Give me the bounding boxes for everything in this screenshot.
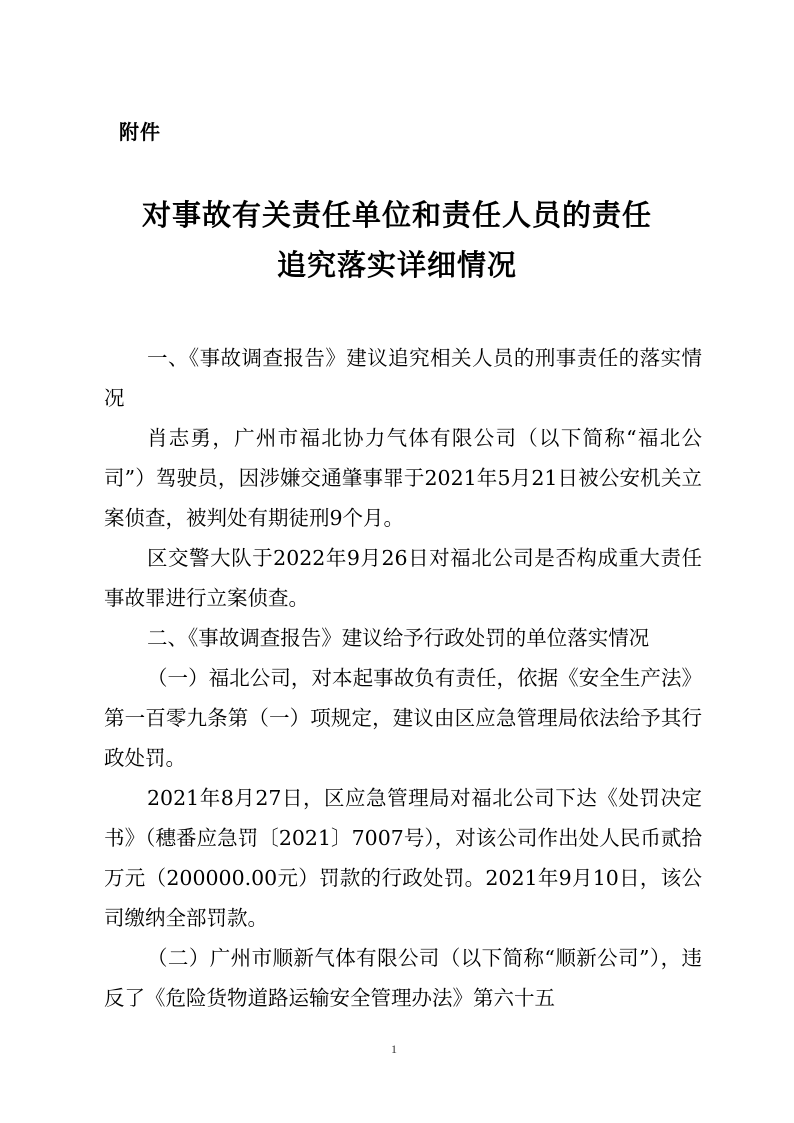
paragraph-criminal-liability: 肖志勇，广州市福北协力气体有限公司（以下简称“福北公司”）驾驶员，因涉嫌交通肇事罪于2021年5月21日被公安机关立案侦查，被判处有期徒刑9个月。 <box>104 426 702 530</box>
section-heading-1: 一、《事故调查报告》建议追究相关人员的刑事责任的落实情况 <box>104 346 702 410</box>
attachment-label: 附件 <box>119 120 161 144</box>
document-body <box>104 338 702 1018</box>
document-title-line-2: 追究落实详细情况 <box>276 248 517 282</box>
paragraph-shunxin-company: （二）广州市顺新气体有限公司（以下简称“顺新公司”），违反了《危险货物道路运输安全管理办法》第六十五 <box>104 946 702 1010</box>
paragraph-traffic-police: 区交警大队于2022年9月26日对福北公司是否构成重大责任事故罪进行立案侦查。 <box>104 546 702 610</box>
page-number: 1 <box>391 1042 397 1056</box>
section-heading-2: 二、《事故调查报告》建议给予行政处罚的单位落实情况 <box>147 626 650 650</box>
document-title-line-1: 对事故有关责任单位和责任人员的责任 <box>141 198 652 232</box>
paragraph-fubei-company: （一）福北公司，对本起事故负有责任，依据《安全生产法》第一百零九条第（一）项规定，建议由区应急管理局依法给予其行政处罚。 <box>104 666 702 770</box>
paragraph-penalty-decision: 2021年8月27日，区应急管理局对福北公司下达《处罚决定书》（穗番应急罚〔2021〕7007号），对该公司作出处人民币贰拾万元（200000.00元）罚款的行政处罚。2021年9月10日，该公司缴纳全部罚款。 <box>104 786 702 930</box>
